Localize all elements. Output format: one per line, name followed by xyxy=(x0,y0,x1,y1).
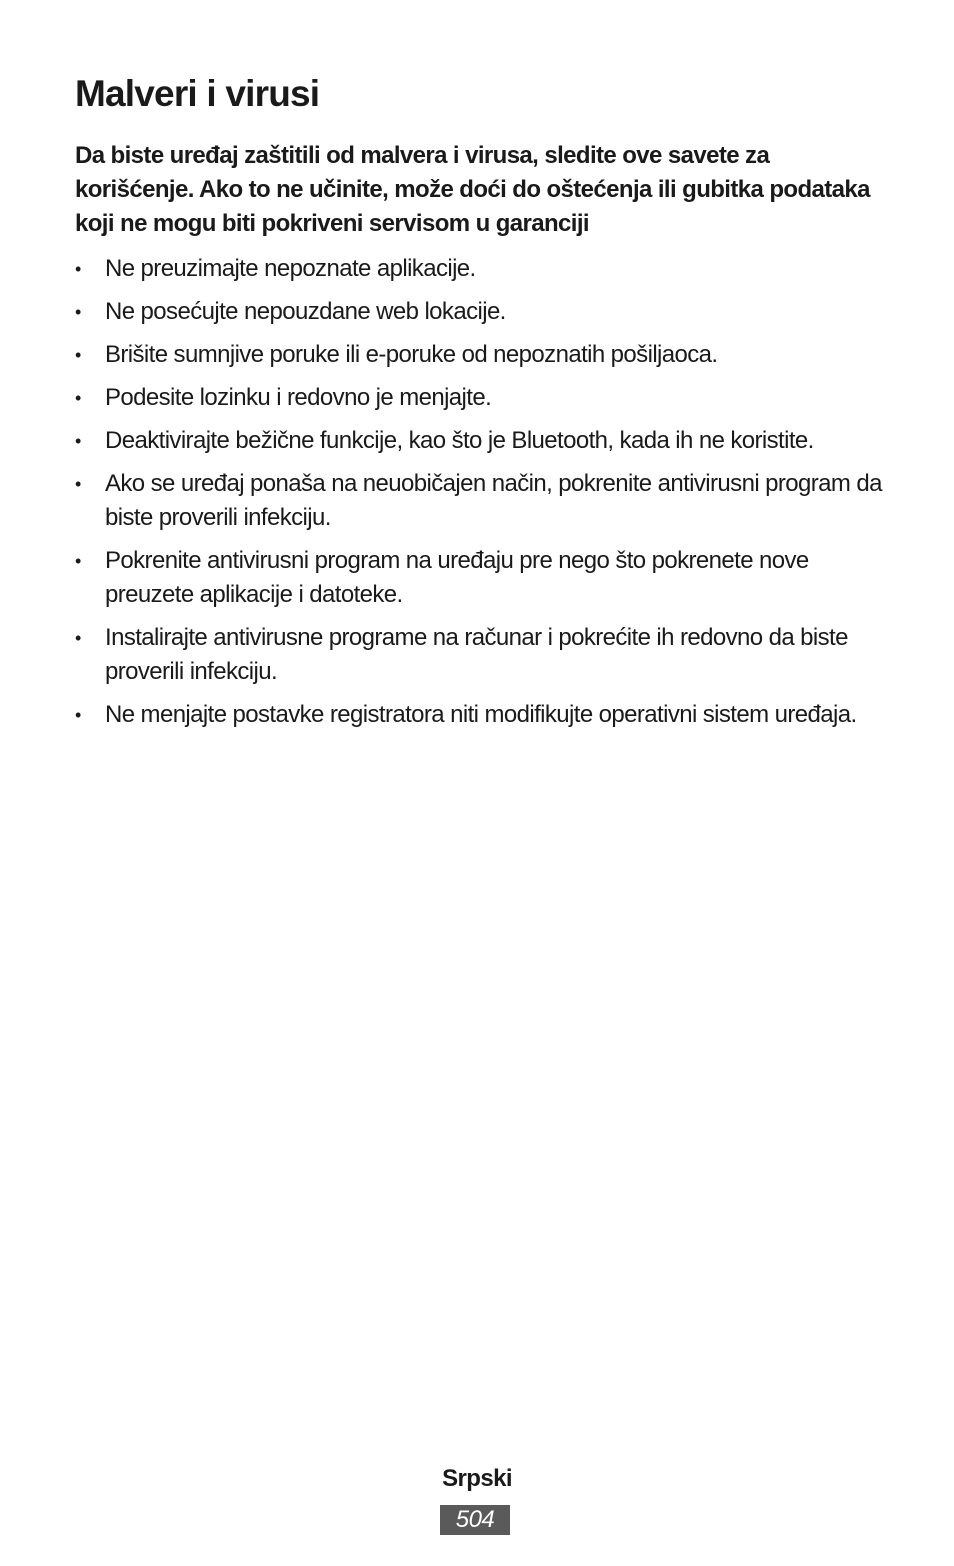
tips-list xyxy=(75,252,885,741)
bullet-icon: • xyxy=(75,345,81,365)
page-number-badge: 504 xyxy=(440,1505,510,1535)
footer-language-label: Srpski xyxy=(442,1465,512,1492)
list-item xyxy=(75,621,885,689)
bullet-icon: • xyxy=(75,551,81,571)
bullet-icon: • xyxy=(75,628,81,648)
list-item-text: Ne menjajte postavke registratora niti modifikujte operativni sistem uređaja. xyxy=(105,701,857,728)
intro-paragraph: Da biste uređaj zaštitili od malvera i virusa, sledite ove savete za korišćenje. Ako to ne učinite, može doći do oštećenja ili gubitka podataka koji ne mogu biti pokriveni servisom u garanciji xyxy=(75,142,870,237)
bullet-icon: • xyxy=(75,388,81,408)
list-item xyxy=(75,467,885,535)
list-item-text: Brišite sumnjive poruke ili e-poruke od nepoznatih pošiljaoca. xyxy=(105,341,718,368)
page-title: Malveri i virusi xyxy=(75,73,320,114)
list-item-text: Ako se uređaj ponaša na neuobičajen način, pokrenite antivirusni program da biste proverili infekciju. xyxy=(105,470,882,531)
list-item-text: Pokrenite antivirusni program na uređaju pre nego što pokrenete nove preuzete aplikacije i datoteke. xyxy=(105,547,809,608)
list-item xyxy=(75,252,885,286)
list-item xyxy=(75,424,885,458)
list-item-text: Ne preuzimajte nepoznate aplikacije. xyxy=(105,255,476,282)
list-item xyxy=(75,338,885,372)
list-item-text: Ne posećujte nepouzdane web lokacije. xyxy=(105,298,506,325)
list-item-text: Podesite lozinku i redovno je menjajte. xyxy=(105,384,492,411)
list-item xyxy=(75,295,885,329)
list-item-text: Instalirajte antivirusne programe na računar i pokrećite ih redovno da biste proverili infekciju. xyxy=(105,624,848,685)
list-item-text: Deaktivirajte bežične funkcije, kao što je Bluetooth, kada ih ne koristite. xyxy=(105,427,814,454)
bullet-icon: • xyxy=(75,474,81,494)
bullet-icon: • xyxy=(75,259,81,279)
bullet-icon: • xyxy=(75,431,81,451)
bullet-icon: • xyxy=(75,705,81,725)
list-item xyxy=(75,544,885,612)
list-item xyxy=(75,381,885,415)
bullet-icon: • xyxy=(75,302,81,322)
list-item xyxy=(75,698,885,732)
